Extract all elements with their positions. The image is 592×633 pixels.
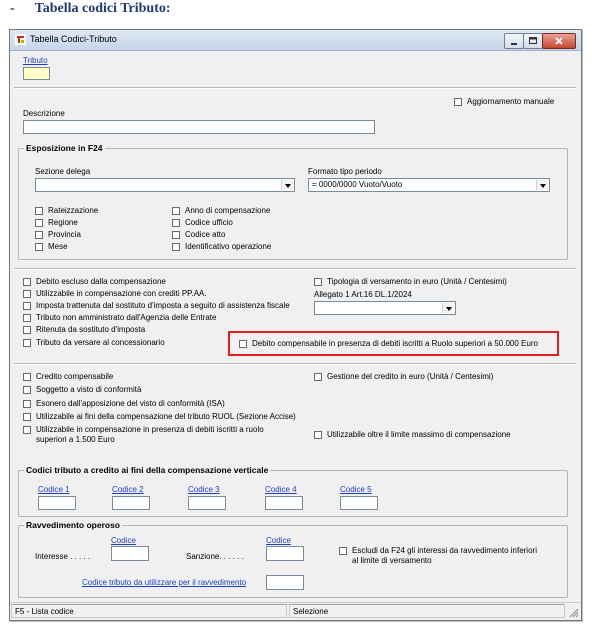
sanzione-codice-input[interactable] <box>266 546 304 561</box>
heading-text: Tabella codici Tributo: <box>34 1 171 16</box>
formato-tipo-periodo-select[interactable] <box>308 178 550 192</box>
aggiornamento-manuale-label: Aggiornamento manuale <box>467 97 555 106</box>
regione-checkbox[interactable] <box>35 219 43 227</box>
tipologia-versamento-checkbox[interactable] <box>314 278 322 286</box>
page-heading <box>10 1 171 17</box>
regione-label: Regione <box>48 218 78 227</box>
compensazione-verticale-title: Codici tributo a credito ai fini della compensazione verticale <box>26 465 269 475</box>
minimize-button[interactable] <box>504 33 524 49</box>
credito-compensabile-checkbox[interactable] <box>23 373 31 381</box>
esposizione-f24-title: Esposizione in F24 <box>26 143 103 153</box>
utilizzabile-ruol-checkbox[interactable] <box>23 413 31 421</box>
codice-3-link[interactable]: Codice 3 <box>188 485 220 494</box>
utilizzabile-1500-label-line2: superiori a 1.500 Euro <box>36 435 115 444</box>
maximize-button[interactable] <box>523 33 543 49</box>
codice-4-link[interactable]: Codice 4 <box>265 485 297 494</box>
debito-escluso-checkbox[interactable] <box>23 278 31 286</box>
codice-tributo-ravvedimento-link[interactable]: Codice tributo da utilizzare per il ravvedimento <box>82 578 247 587</box>
escludi-interessi-checkbox[interactable] <box>339 547 347 555</box>
interesse-label: Interesse . . . . . <box>35 552 91 561</box>
gestione-credito-euro-label: Gestione del credito in euro (Unità / Centesimi) <box>327 372 494 381</box>
provincia-checkbox[interactable] <box>35 231 43 239</box>
escludi-interessi-label-line1: Escludi da F24 gli interessi da ravvedimento inferiori <box>352 546 537 555</box>
status-selezione: Selezione <box>289 604 565 618</box>
visto-conformita-checkbox[interactable] <box>23 386 31 394</box>
sanzione-codice-link[interactable]: Codice <box>266 536 291 545</box>
sezione-delega-select[interactable] <box>35 178 295 192</box>
codice-ufficio-label: Codice ufficio <box>185 218 233 227</box>
codice-2-input[interactable] <box>112 496 150 510</box>
divider <box>14 268 576 270</box>
esonero-visto-label: Esonero dall'apposizione del visto di conformità (ISA) <box>36 399 225 408</box>
imposta-trattenuta-label: Imposta trattenuta dal sostituto d'imposta a seguito di assistenza fiscale <box>36 301 290 310</box>
tabella-codici-tributo-window <box>9 29 582 621</box>
utilizzabile-1500-label-line1: Utilizzabile in compensazione in presenza di debiti iscritti a ruolo <box>36 425 264 434</box>
codice-5-link[interactable]: Codice 5 <box>340 485 372 494</box>
tributo-concessionario-checkbox[interactable] <box>23 339 31 347</box>
esonero-visto-checkbox[interactable] <box>23 400 31 408</box>
tributo-concessionario-label: Tributo da versare al concessionario <box>36 338 165 347</box>
codice-atto-label: Codice atto <box>185 230 226 239</box>
ritenuta-sostituto-label: Ritenuta da sostituto d'imposta <box>36 325 146 334</box>
anno-compensazione-checkbox[interactable] <box>172 207 180 215</box>
minimize-icon <box>505 34 523 48</box>
sezione-delega-label: Sezione delega <box>35 167 91 176</box>
utilizzabile-ppaa-checkbox[interactable] <box>23 290 31 298</box>
provincia-label: Provincia <box>48 230 81 239</box>
codice-1-input[interactable] <box>38 496 76 510</box>
tipologia-versamento-label: Tipologia di versamento in euro (Unità / Centesimi) <box>327 277 507 286</box>
heading-dash: - <box>10 1 15 16</box>
debito-ruolo-50000-label: Debito compensabile in presenza di debiti iscritti a Ruolo superiori a 50.000 Euro <box>252 339 538 348</box>
codice-4-input[interactable] <box>265 496 303 510</box>
allegato-label: Allegato 1 Art.16 DL.1/2024 <box>314 290 412 299</box>
codice-3-input[interactable] <box>188 496 226 510</box>
gestione-credito-euro-checkbox[interactable] <box>314 373 322 381</box>
utilizzabile-ppaa-label: Utilizzabile in compensazione con crediti PP.AA. <box>36 289 207 298</box>
tributo-non-amministrato-label: Tributo non amministrato dall'Agenzia delle Entrate <box>36 313 217 322</box>
descrizione-label: Descrizione <box>23 109 65 118</box>
title-bar[interactable] <box>10 30 581 51</box>
close-button[interactable] <box>542 33 576 49</box>
esposizione-f24-group <box>18 148 568 260</box>
codice-ufficio-checkbox[interactable] <box>172 219 180 227</box>
credito-compensabile-label: Credito compensabile <box>36 372 114 381</box>
allegato-select[interactable] <box>314 301 456 315</box>
tributo-link[interactable]: Tributo <box>23 56 48 65</box>
close-icon <box>543 34 575 48</box>
mese-label: Mese <box>48 242 68 251</box>
rateizzazione-checkbox[interactable] <box>35 207 43 215</box>
divider <box>14 363 576 365</box>
chevron-down-icon[interactable] <box>281 180 293 190</box>
chevron-down-icon[interactable] <box>442 303 454 313</box>
utilizzabile-1500-checkbox[interactable] <box>23 426 31 434</box>
imposta-trattenuta-checkbox[interactable] <box>23 302 31 310</box>
debito-ruolo-50000-checkbox[interactable] <box>239 340 247 348</box>
rateizzazione-label: Rateizzazione <box>48 206 99 215</box>
sanzione-label: Sanzione. . . . . . <box>186 552 244 561</box>
formato-tipo-periodo-value: = 0000/0000 Vuoto/Vuoto <box>312 180 403 189</box>
escludi-interessi-label-line2: al limite di versamento <box>352 556 432 565</box>
anno-compensazione-label: Anno di compensazione <box>185 206 271 215</box>
chevron-down-icon[interactable] <box>536 180 548 190</box>
utilizzabile-ruol-label: Utilizzabile ai fini della compensazione del tributo RUOL (Sezione Accise) <box>36 412 296 421</box>
status-bar <box>10 602 581 620</box>
resize-grip-icon[interactable] <box>567 606 579 618</box>
codice-2-link[interactable]: Codice 2 <box>112 485 144 494</box>
oltre-limite-label: Utilizzabile oltre il limite massimo di compensazione <box>327 430 511 439</box>
debito-escluso-label: Debito escluso dalla compensazione <box>36 277 166 286</box>
codice-1-link[interactable]: Codice 1 <box>38 485 70 494</box>
codice-atto-checkbox[interactable] <box>172 231 180 239</box>
formato-tipo-periodo-label: Formato tipo periodo <box>308 167 382 176</box>
interesse-codice-link[interactable]: Codice <box>111 536 136 545</box>
codice-5-input[interactable] <box>340 496 378 510</box>
codice-tributo-ravvedimento-input[interactable] <box>266 575 304 590</box>
tributo-input[interactable] <box>23 67 50 80</box>
visto-conformita-label: Soggetto a visto di conformità <box>36 385 142 394</box>
maximize-icon <box>524 34 542 48</box>
divider <box>14 87 576 89</box>
tributo-non-amministrato-checkbox[interactable] <box>23 314 31 322</box>
descrizione-input[interactable] <box>23 120 375 134</box>
aggiornamento-manuale-checkbox[interactable] <box>454 98 462 106</box>
ravvedimento-operoso-title: Ravvedimento operoso <box>26 520 120 530</box>
app-icon <box>15 34 26 45</box>
status-f5-lista-codice: F5 - Lista codice <box>11 604 287 618</box>
identificativo-operazione-checkbox[interactable] <box>172 243 180 251</box>
mese-checkbox[interactable] <box>35 243 43 251</box>
identificativo-operazione-label: Identificativo operazione <box>185 242 272 251</box>
oltre-limite-checkbox[interactable] <box>314 431 322 439</box>
window-title: Tabella Codici-Tributo <box>30 34 117 44</box>
ritenuta-sostituto-checkbox[interactable] <box>23 326 31 334</box>
interesse-codice-input[interactable] <box>111 546 149 561</box>
